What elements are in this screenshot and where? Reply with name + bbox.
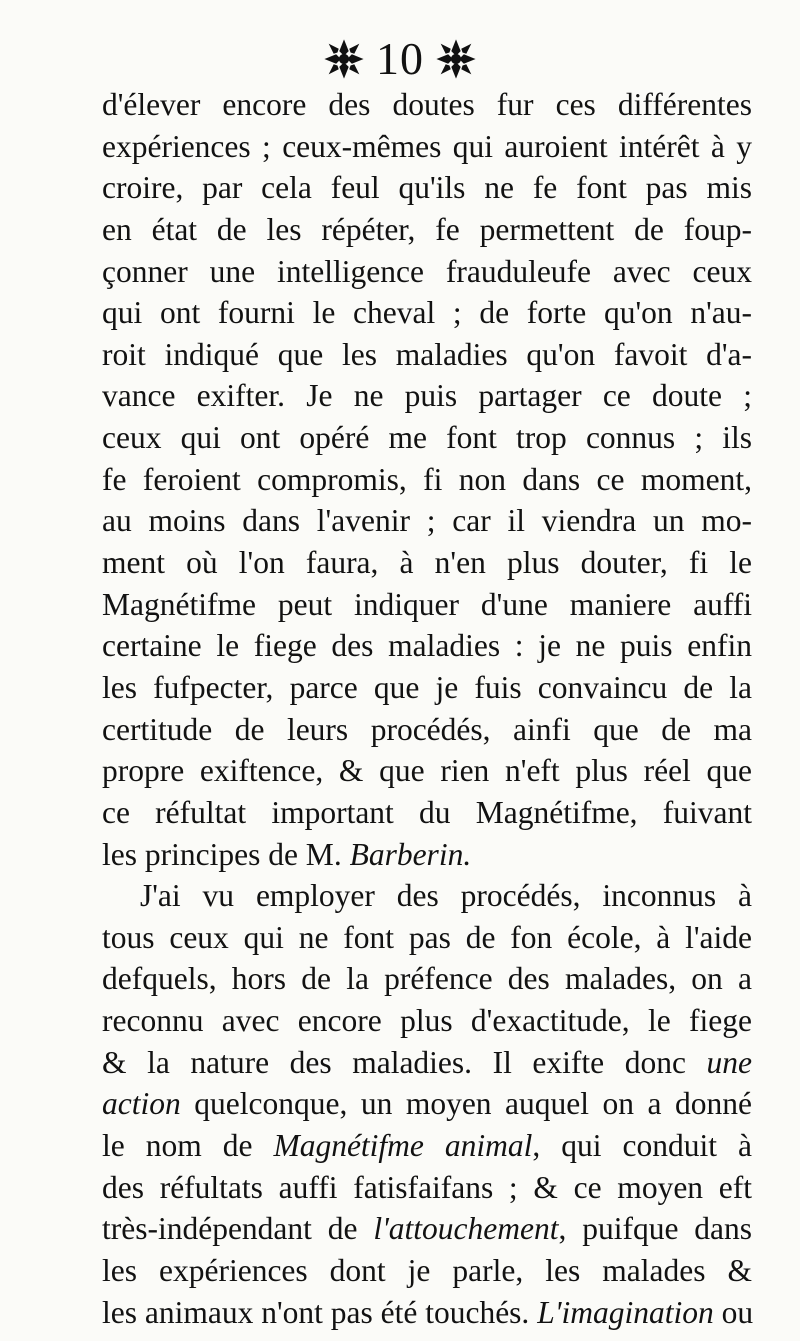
text-span: ou xyxy=(713,1294,754,1330)
text-span: quelconque, un moyen auquel on a donné xyxy=(180,1086,752,1122)
italic-text: L'imagination xyxy=(537,1294,714,1330)
text-line: des réfultats auffi fatisfaifans ; & ce moyen eft xyxy=(102,1169,752,1205)
text-span: très-indépendant de xyxy=(102,1211,374,1247)
text-line xyxy=(102,1208,752,1250)
text-line: ce réfultat important du Magnétifme, fuivant xyxy=(102,794,752,830)
text-line xyxy=(102,1292,752,1334)
text-span: les animaux n'ont pas été touchés. xyxy=(102,1294,538,1330)
page-number: 10 xyxy=(376,33,424,84)
text-line: defquels, hors de la préfence des malades, on a xyxy=(102,961,752,997)
text-line: ceux qui ont opéré me font trop connus ; ils xyxy=(102,420,752,456)
text-line: croire, par cela feul qu'ils ne fe font pas mis xyxy=(102,170,752,206)
italic-text: action xyxy=(102,1086,181,1122)
text-line: propre exiftence, & que rien n'eft plus réel que xyxy=(102,753,752,789)
italic-text: Magnétifme animal xyxy=(273,1128,533,1164)
text-line: les fufpecter, parce que je fuis convaincu de la xyxy=(102,669,752,705)
floral-ornament-icon xyxy=(434,37,478,81)
text-span: , puifque dans xyxy=(558,1211,752,1247)
text-line: certaine le fiege des maladies : je ne puis enfin xyxy=(102,628,752,664)
body-text xyxy=(102,84,752,1333)
text-line xyxy=(102,1042,752,1084)
text-line: roit indiqué que les maladies qu'on favoit d'a- xyxy=(102,336,752,372)
text-line: vance exifter. Je ne puis partager ce doute ; xyxy=(102,378,752,414)
text-line: qui ont fourni le cheval ; de forte qu'on n'au- xyxy=(102,295,752,331)
paragraph-1 xyxy=(102,84,752,875)
italic-text: une xyxy=(706,1044,752,1080)
text-line: expériences ; ceux-mêmes qui auroient intérêt à y xyxy=(102,128,752,164)
paragraph-2 xyxy=(102,875,752,1333)
page-header xyxy=(0,34,800,84)
text-span: les principes de M. xyxy=(102,836,350,872)
text-line xyxy=(102,834,752,876)
text-line xyxy=(102,1125,752,1167)
text-line xyxy=(102,1083,752,1125)
text-line: fe feroient compromis, fi non dans ce moment, xyxy=(102,461,752,497)
text-span: le nom de xyxy=(102,1128,274,1164)
text-span: , qui conduit à xyxy=(532,1128,752,1164)
text-line: d'élever encore des doutes fur ces différentes xyxy=(102,87,752,122)
text-span: & la nature des maladies. Il exifte donc xyxy=(102,1044,707,1080)
text-line: les expériences dont je parle, les malades & xyxy=(102,1252,752,1288)
text-line: J'ai vu employer des procédés, inconnus à xyxy=(140,878,752,914)
text-line: ment où l'on faura, à n'en plus douter, fi le xyxy=(102,545,752,581)
floral-ornament-icon xyxy=(322,37,366,81)
text-line: Magnétifme peut indiquer d'une maniere auffi xyxy=(102,586,752,622)
text-line: en état de les répéter, fe permettent de foup- xyxy=(102,211,752,247)
italic-text: l'attouchement xyxy=(373,1211,559,1247)
text-line: reconnu avec encore plus d'exactitude, le fiege xyxy=(102,1003,752,1039)
text-line: au moins dans l'avenir ; car il viendra un mo- xyxy=(102,503,752,539)
italic-name: Barberin. xyxy=(349,836,472,872)
text-line: tous ceux qui ne font pas de fon école, à l'aide xyxy=(102,919,752,955)
text-line: certitude de leurs procédés, ainfi que de ma xyxy=(102,711,752,747)
text-line: çonner une intelligence frauduleufe avec ceux xyxy=(102,253,752,289)
